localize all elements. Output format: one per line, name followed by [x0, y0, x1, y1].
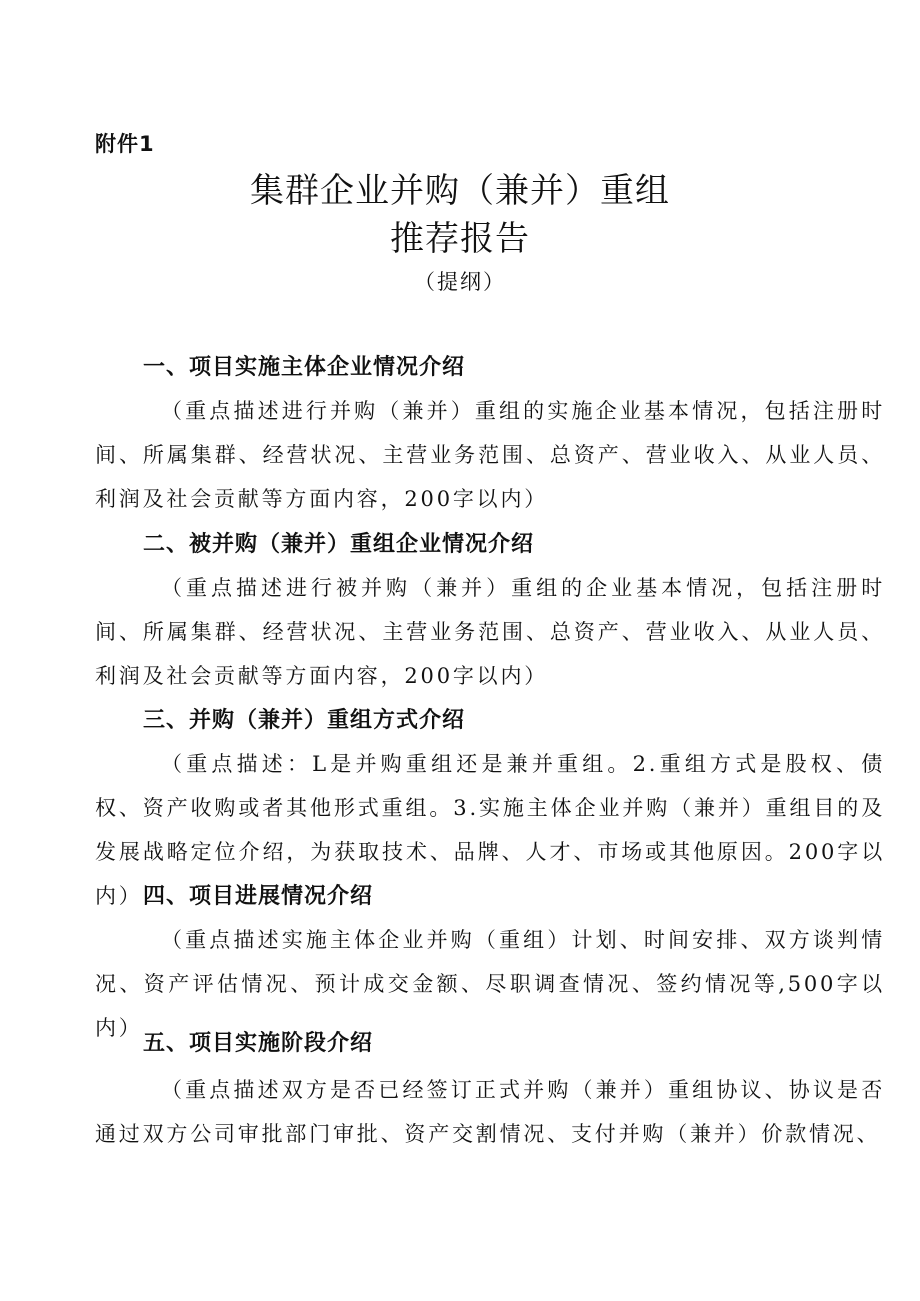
section-heading-5: 五、项目实施阶段介绍: [143, 1031, 374, 1056]
section-heading-1: 一、项目实施主体企业情况介绍: [143, 355, 466, 380]
section-heading-2: 二、被并购（兼并）重组企业情况介绍: [143, 532, 535, 557]
document-title-line1: 集群企业并购（兼并）重组: [250, 171, 670, 211]
section-heading-4: 四、项目进展情况介绍: [143, 884, 374, 909]
document-subtitle: （提纲）: [414, 270, 506, 294]
attachment-label: 附件1: [95, 132, 155, 156]
section-body-1: （重点描述进行并购（兼并）重组的实施企业基本情况，包括注册时间、所属集群、经营状况、主营业务范围、总资产、营业收入、从业人员、利润及社会贡献等方面内容，200字以内）: [95, 399, 885, 511]
section-body-3: （重点描述：L是并购重组还是兼并重组。2.重组方式是股权、债权、资产收购或者其他形式重组。3.实施主体企业并购（兼并）重组目的及发展战略定位介绍，为获取技术、品牌、人才、市场或其他原因。200字以内）: [95, 752, 885, 908]
section-body-5: （重点描述双方是否已经签订正式并购（兼并）重组协议、协议是否通过双方公司审批部门审批、资产交割情况、支付并购（兼并）价款情况、: [95, 1078, 885, 1146]
document-title-line2: 推荐报告: [390, 219, 530, 259]
section-heading-3: 三、并购（兼并）重组方式介绍: [143, 708, 466, 733]
section-body-4: （重点描述实施主体企业并购（重组）计划、时间安排、双方谈判情况、资产评估情况、预计成交金额、尽职调查情况、签约情况等,500字以内）: [95, 928, 885, 1040]
section-body-2: （重点描述进行被并购（兼并）重组的企业基本情况，包括注册时间、所属集群、经营状况、主营业务范围、总资产、营业收入、从业人员、利润及社会贡献等方面内容，200字以内）: [95, 576, 885, 688]
